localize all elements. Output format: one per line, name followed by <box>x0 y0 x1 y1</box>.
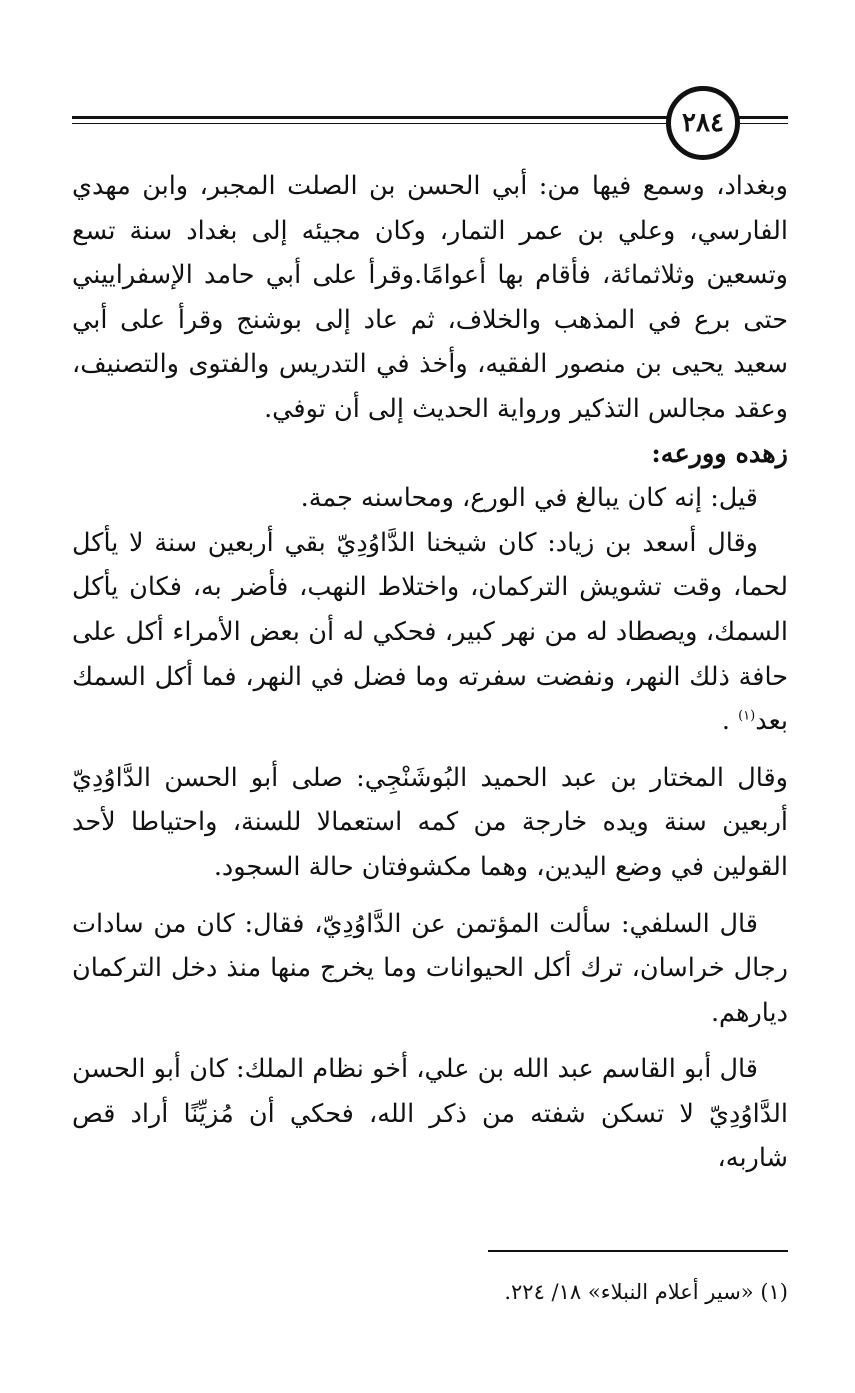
paragraph-5: قال السلفي: سألت المؤتمن عن الدَّاوُدِيّ، فقال: كان من سادات رجال خراسان، ترك أكل الحيوانات وما يخرج منها منذ دخل التركمان ديارهم. <box>72 908 788 1028</box>
footnote-ref: (١) <box>738 708 756 724</box>
page-number: ٢٨٤ <box>666 86 740 160</box>
header-rule-right-thin <box>736 123 788 124</box>
paragraph-3-end: . <box>721 706 739 737</box>
paragraph-3-text: وقال أسعد بن زياد: كان شيخنا الدَّاوُدِيّ بقي أربعين سنة لا يأكل لحما، وقت تشويش التركمان، واختلاط النهب، فأضر به، فكان يأكل السمك، ويصطاد له من نهر كبير، فحكي له أن بعض الأمراء أكل على حافة ذلك النهر، ونفضت سفرته وما فضل في النهر، فما أكل السمك بعد <box>72 527 788 737</box>
section-heading: زهده وورعه: <box>651 438 788 469</box>
footnote-divider <box>488 1250 788 1252</box>
header-rule-left <box>72 116 668 119</box>
header-rule-left-thin <box>72 123 668 124</box>
paragraph-1: وبغداد، وسمع فيها من: أبي الحسن بن الصلت المجبر، وابن مهدي الفارسي، وعلي بن عمر التمار، وكان مجيئه إلى بغداد سنة تسع وتسعين وثلاثمائة، فأقام بها أعوامًا.وقرأ على أبي حامد الإسفراييني حتى برع في المذهب والخلاف، ثم عاد إلى بوشنج وقرأ على أبي سعيد يحيى بن منصور الفقيه، وأخذ في التدريس والفتوى والتصنيف، وعقد مجالس التذكير ورواية الحديث إلى أن توفي. <box>72 171 788 424</box>
header-rule-right <box>736 116 788 119</box>
footnote: (١) «سير أعلام النبلاء» ١٨/ ٢٢٤. <box>504 1280 788 1304</box>
paragraph-2: قيل: إنه كان يبالغ في الورع، ومحاسنه جمة. <box>300 483 758 514</box>
page-header <box>72 82 788 162</box>
paragraph-3 <box>72 521 788 744</box>
paragraph-4: وقال المختار بن عبد الحميد البُوشَنْجِي: صلى أبو الحسن الدَّاوُدِيّ أربعين سنة ويده خارجة من كمه استعمالا للسنة، واحتياطا لأحد القولين في وضع اليدين، وهما مكشوفتان حالة السجود. <box>72 762 788 882</box>
paragraph-6: قال أبو القاسم عبد الله بن علي، أخو نظام الملك: كان أبو الحسن الدَّاوُدِيّ لا تسكن شفته من ذكر الله، فحكي أن مُزيِّنًا أراد قص شاربه، <box>72 1054 788 1174</box>
page-body <box>72 164 788 1181</box>
